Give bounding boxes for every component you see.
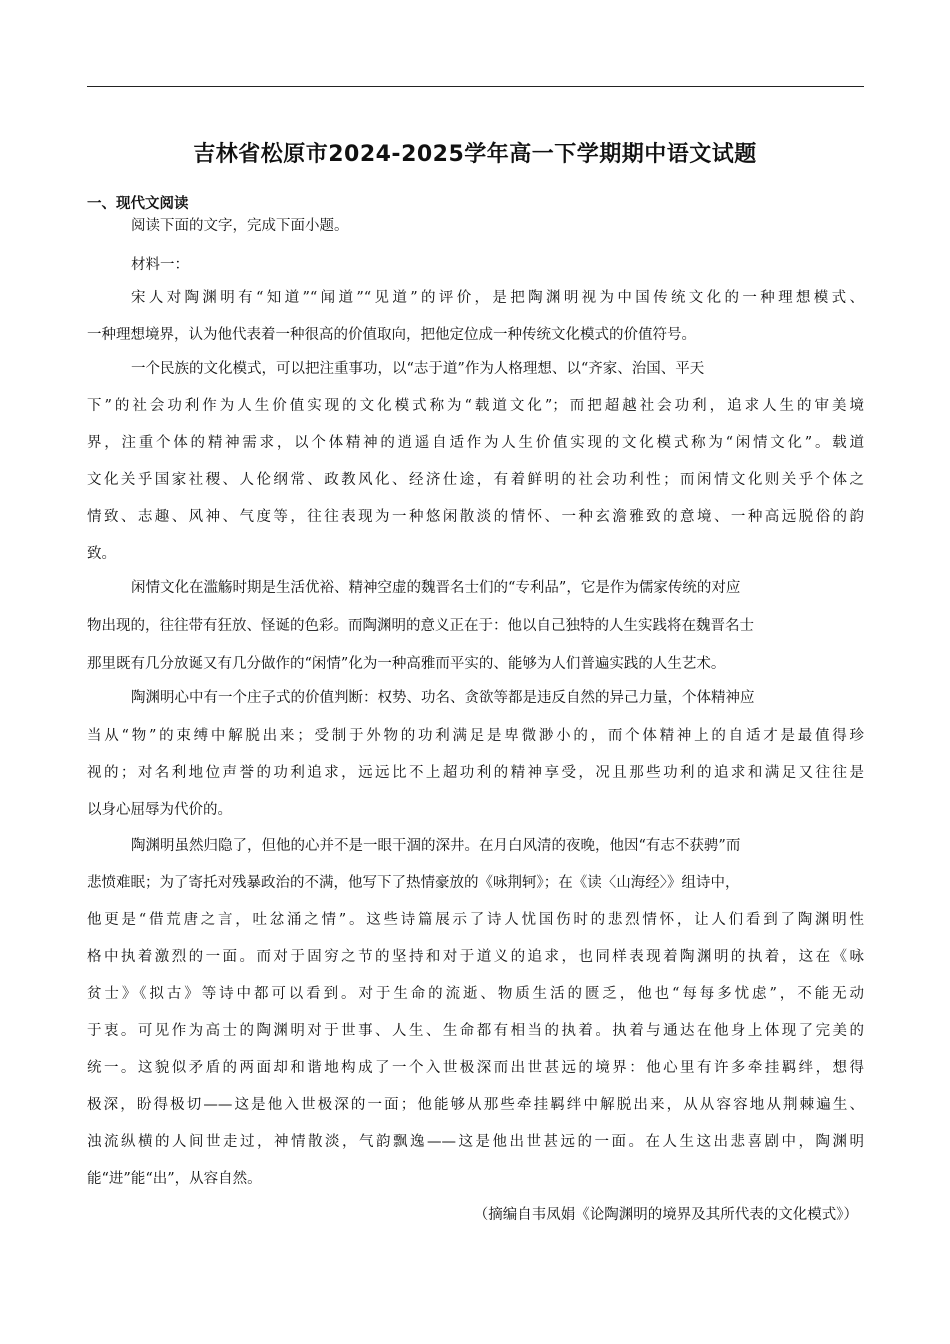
paragraph-line: 能“进”能“出”，从容自然。 (87, 1171, 262, 1187)
paragraph-line: 悲愤难眠；为了寄托对残暴政治的不满，他写下了热情豪放的《咏荆轲》；在《读〈山海经〉》组诗中， (87, 875, 740, 891)
paragraph-line: 贫士》《拟古》等诗中都可以看到。对于生命的流逝、物质生活的匮乏，他也“每每多忧虑”，不能无动 (87, 986, 864, 1002)
paragraph-line: 浊流纵横的人间世走过，神情散淡，气韵飘逸——这是他出世甚远的一面。在人生这出悲喜剧中，陶渊明 (87, 1134, 864, 1150)
paragraph-line: 情致、志趣、风神、气度等，往往表现为一种悠闲散淡的情怀、一种玄澹雅致的意境、一种高远脱俗的韵 (87, 509, 864, 525)
paragraph-line: 格中执着激烈的一面。而对于固穷之节的坚持和对于道义的追求，也同样表现着陶渊明的执着，这在《咏 (87, 949, 864, 965)
paragraph-line: 当从“物”的束缚中解脱出来；受制于外物的功利满足是卑微渺小的，而个体精神上的自适才是最值得珍 (87, 728, 864, 744)
paragraph-line: 一个民族的文化模式，可以把注重事功，以“志于道”作为人格理想、以“齐家、治国、平天 (131, 361, 705, 377)
page-title: 吉林省松原市2024-2025学年高一下学期期中语文试题 (193, 142, 757, 167)
paragraph-line: 于衷。可见作为高士的陶渊明对于世事、人生、生命都有相当的执着。执着与通达在他身上体现了完美的 (87, 1023, 864, 1039)
paragraph-line: 陶渊明心中有一个庄子式的价值判断：权势、功名、贪欲等都是违反自然的异己力量，个体精神应 (131, 690, 755, 706)
paragraph-line: 物出现的，往往带有狂放、怪诞的色彩。而陶渊明的意义正在于：他以自己独特的人生实践将在魏晋名士 (87, 618, 754, 634)
section-heading: 一、现代文阅读 (87, 196, 189, 212)
paragraph-line: 极深，盼得极切——这是他入世极深的一面；他能够从那些牵挂羁绊中解脱出来，从从容容地从荆棘遍生、 (87, 1097, 864, 1113)
paragraph-line: 视的；对名利地位声誉的功利追求，远远比不上超功利的精神享受，况且那些功利的追求和满足又往往是 (87, 765, 864, 781)
paragraph-line: 宋人对陶渊明有“知道”“闻道”“见道”的评价，是把陶渊明视为中国传统文化的一种理想模式、 (131, 290, 864, 306)
source-citation: （摘编自韦凤娟《论陶渊明的境界及其所代表的文化模式》） (473, 1207, 858, 1223)
material-label: 材料一： (131, 257, 189, 273)
paragraph-line: 下”的社会功利作为人生价值实现的文化模式称为“载道文化”；而把超越社会功利，追求人生的审美境 (87, 398, 864, 414)
paragraph-line: 闲情文化在滥觞时期是生活优裕、精神空虚的魏晋名士们的“专利品”，它是作为儒家传统的对应 (131, 580, 741, 596)
header-rule (87, 86, 864, 87)
paragraph-line: 他更是“借荒唐之言，吐忿涌之情”。这些诗篇展示了诗人忧国伤时的悲烈情怀，让人们看到了陶渊明性 (87, 912, 864, 928)
instruction-text: 阅读下面的文字，完成下面小题。 (131, 218, 349, 234)
paragraph-line: 统一。这貌似矛盾的两面却和谐地构成了一个入世极深而出世甚远的境界：他心里有许多牵挂羁绊，想得 (87, 1060, 864, 1076)
paragraph-line: 界，注重个体的精神需求，以个体精神的逍遥自适作为人生价值实现的文化模式称为“闲情文化”。载道 (87, 435, 864, 451)
paragraph-line: 以身心屈辱为代价的。 (87, 802, 232, 818)
paragraph-line: 那里既有几分放诞又有几分做作的“闲情”化为一种高雅而平实的、能够为人们普遍实践的人生艺术。 (87, 656, 726, 672)
paragraph-line: 文化关乎国家社稷、人伦纲常、政教风化、经济仕途，有着鲜明的社会功利性；而闲情文化则关乎个体之 (87, 472, 864, 488)
paragraph-line: 致。 (87, 546, 116, 562)
paragraph-line: 陶渊明虽然归隐了，但他的心并不是一眼干涸的深井。在月白风清的夜晚，他因“有志不获骋”而 (131, 838, 741, 854)
paragraph-line: 一种理想境界，认为他代表着一种很高的价值取向，把他定位成一种传统文化模式的价值符号。 (87, 327, 696, 343)
